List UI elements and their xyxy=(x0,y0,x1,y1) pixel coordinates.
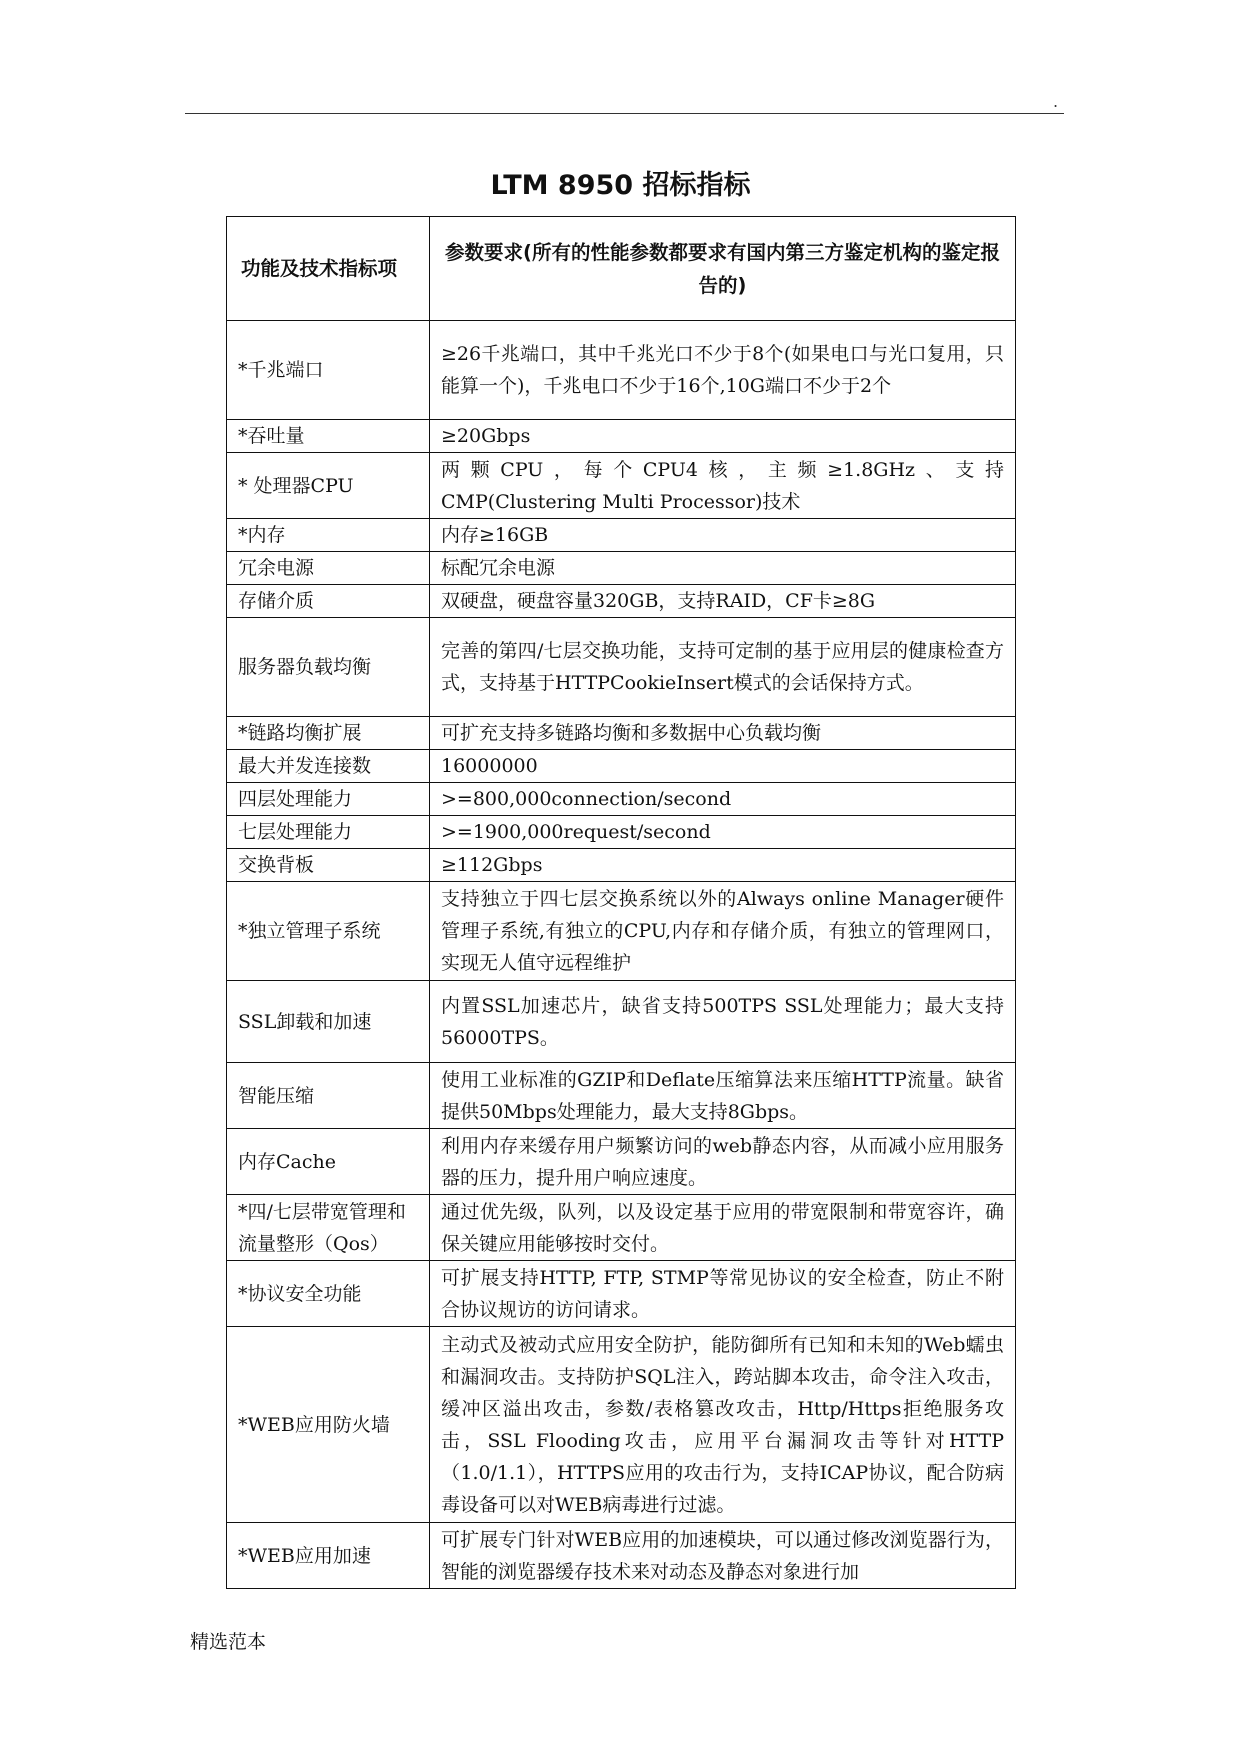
table-row xyxy=(227,750,1016,783)
row-requirement: ≥112Gbps xyxy=(430,849,1016,882)
table-row xyxy=(227,882,1016,981)
row-item: *吞吐量 xyxy=(227,420,430,453)
row-requirement: ≥26千兆端口，其中千兆光口不少于8个(如果电口与光口复用，只能算一个)，千兆电口不少于16个,10G端口不少于2个 xyxy=(430,321,1016,420)
row-requirement: 双硬盘，硬盘容量320GB，支持RAID，CF卡≥8G xyxy=(430,585,1016,618)
row-requirement: >=800,000connection/second xyxy=(430,783,1016,816)
table-row xyxy=(227,1195,1016,1261)
row-item: 最大并发连接数 xyxy=(227,750,430,783)
table-row xyxy=(227,552,1016,585)
table-row xyxy=(227,321,1016,420)
header-rule xyxy=(185,113,1064,114)
row-requirement: 使用工业标准的GZIP和Deflate压缩算法来压缩HTTP流量。缺省提供50Mbps处理能力，最大支持8Gbps。 xyxy=(430,1063,1016,1129)
row-item: 七层处理能力 xyxy=(227,816,430,849)
table-row xyxy=(227,1261,1016,1327)
table-row xyxy=(227,849,1016,882)
table-row xyxy=(227,420,1016,453)
table-row xyxy=(227,453,1016,519)
row-item: *链路均衡扩展 xyxy=(227,717,430,750)
row-requirement: 两颗CPU，每个CPU4核，主频≥1.8GHz、支持CMP(Clustering Multi Processor)技术 xyxy=(430,453,1016,519)
row-requirement: 可扩展专门针对WEB应用的加速模块，可以通过修改浏览器行为，智能的浏览器缓存技术来对动态及静态对象进行加 xyxy=(430,1523,1016,1589)
table-row xyxy=(227,717,1016,750)
column-header-item: 功能及技术指标项 xyxy=(227,217,430,321)
row-item: *WEB应用加速 xyxy=(227,1523,430,1589)
row-requirement: 可扩充支持多链路均衡和多数据中心负载均衡 xyxy=(430,717,1016,750)
row-item: *WEB应用防火墙 xyxy=(227,1327,430,1523)
column-header-requirement: 参数要求(所有的性能参数都要求有国内第三方鉴定机构的鉴定报告的) xyxy=(430,217,1016,321)
table-row xyxy=(227,1063,1016,1129)
row-item: *协议安全功能 xyxy=(227,1261,430,1327)
table-row xyxy=(227,816,1016,849)
table-row xyxy=(227,585,1016,618)
row-item: *千兆端口 xyxy=(227,321,430,420)
row-requirement: 通过优先级，队列，以及设定基于应用的带宽限制和带宽容许，确保关键应用能够按时交付。 xyxy=(430,1195,1016,1261)
row-requirement: 主动式及被动式应用安全防护，能防御所有已知和未知的Web蠕虫和漏洞攻击。支持防护SQL注入，跨站脚本攻击，命令注入攻击，缓冲区溢出攻击，参数/表格篡改攻击，Http/Https拒绝服务攻击，SSL Flooding攻击，应用平台漏洞攻击等针对HTTP（1.0/1.1），HTTPS应用的攻击行为，支持ICAP协议，配合防病毒设备可以对WEB病毒进行过滤。 xyxy=(430,1327,1016,1523)
table-header-row xyxy=(227,217,1016,321)
row-item: *内存 xyxy=(227,519,430,552)
row-item: * 处理器CPU xyxy=(227,453,430,519)
row-requirement: 内置SSL加速芯片，缺省支持500TPS SSL处理能力；最大支持56000TPS。 xyxy=(430,981,1016,1063)
table-row xyxy=(227,1523,1016,1589)
table-row xyxy=(227,1129,1016,1195)
row-item: *四/七层带宽管理和流量整形（Qos） xyxy=(227,1195,430,1261)
row-item: 存储介质 xyxy=(227,585,430,618)
row-requirement: 标配冗余电源 xyxy=(430,552,1016,585)
row-item: 交换背板 xyxy=(227,849,430,882)
row-requirement: 支持独立于四七层交换系统以外的Always online Manager硬件管理子系统,有独立的CPU,内存和存储介质，有独立的管理网口，实现无人值守远程维护 xyxy=(430,882,1016,981)
row-requirement: ≥20Gbps xyxy=(430,420,1016,453)
table-row xyxy=(227,783,1016,816)
table-row xyxy=(227,981,1016,1063)
table-row xyxy=(227,618,1016,717)
row-requirement: 16000000 xyxy=(430,750,1016,783)
spec-table xyxy=(226,216,1016,1589)
row-item: 服务器负载均衡 xyxy=(227,618,430,717)
row-item: *独立管理子系统 xyxy=(227,882,430,981)
row-requirement: 内存≥16GB xyxy=(430,519,1016,552)
row-requirement: 利用内存来缓存用户频繁访问的web静态内容，从而减小应用服务器的压力，提升用户响应速度。 xyxy=(430,1129,1016,1195)
table-row xyxy=(227,1327,1016,1523)
row-item: SSL卸载和加速 xyxy=(227,981,430,1063)
page-title: LTM 8950 招标指标 xyxy=(490,170,751,201)
row-item: 内存Cache xyxy=(227,1129,430,1195)
table-row xyxy=(227,519,1016,552)
row-requirement: >=1900,000request/second xyxy=(430,816,1016,849)
header-mark: . xyxy=(1053,92,1059,111)
row-item: 智能压缩 xyxy=(227,1063,430,1129)
row-item: 四层处理能力 xyxy=(227,783,430,816)
row-requirement: 可扩展支持HTTP, FTP, STMP等常见协议的安全检查，防止不附合协议规访的访问请求。 xyxy=(430,1261,1016,1327)
row-requirement: 完善的第四/七层交换功能，支持可定制的基于应用层的健康检查方式，支持基于HTTPCookieInsert模式的会话保持方式。 xyxy=(430,618,1016,717)
page-footer: 精选范本 xyxy=(190,1631,267,1653)
row-item: 冗余电源 xyxy=(227,552,430,585)
